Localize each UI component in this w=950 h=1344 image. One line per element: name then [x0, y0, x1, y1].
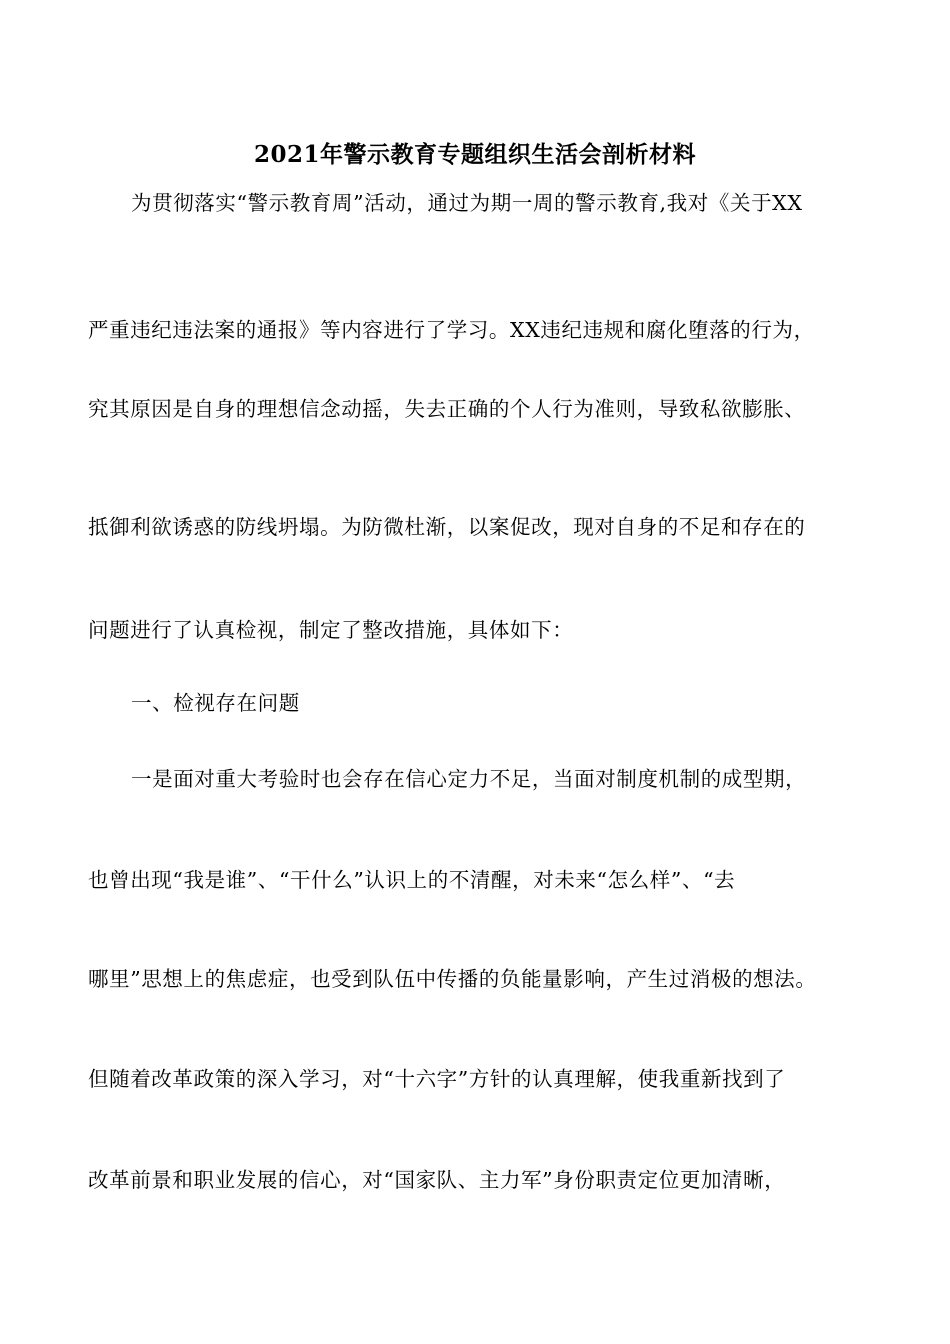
document-title: 2021年警示教育专题组织生活会剖析材料	[253, 141, 696, 168]
paragraph-line: 改革前景和职业发展的信心，对“国家队、主力军”身份职责定位更加清晰，	[88, 1168, 786, 1192]
paragraph-line: 抵御利欲诱惑的防线坍塌。为防微杜渐，以案促改，现对自身的不足和存在的	[88, 515, 806, 539]
paragraph-line: 一是面对重大考验时也会存在信心定力不足，当面对制度机制的成型期，	[131, 767, 807, 791]
paragraph-line: 究其原因是自身的理想信念动摇，失去正确的个人行为准则，导致私欲膨胀、	[88, 397, 806, 421]
section-heading: 一、检视存在问题	[131, 691, 300, 715]
paragraph-line: 严重违纪违法案的通报》等内容进行了学习。XX违纪违规和腐化堕落的行为，	[88, 318, 815, 342]
paragraph-line: 为贯彻落实“警示教育周”活动，通过为期一周的警示教育,我对《关于XX	[131, 191, 803, 215]
paragraph-line: 问题进行了认真检视，制定了整改措施，具体如下：	[88, 618, 574, 642]
paragraph-line: 哪里”思想上的焦虑症，也受到队伍中传播的负能量影响，产生过消极的想法。	[88, 967, 817, 991]
paragraph-line: 也曾出现“我是谁”、“干什么”认识上的不清醒，对未来“怎么样”、“去	[88, 868, 736, 892]
paragraph-line: 但随着改革政策的深入学习，对“十六字”方针的认真理解，使我重新找到了	[88, 1067, 786, 1091]
